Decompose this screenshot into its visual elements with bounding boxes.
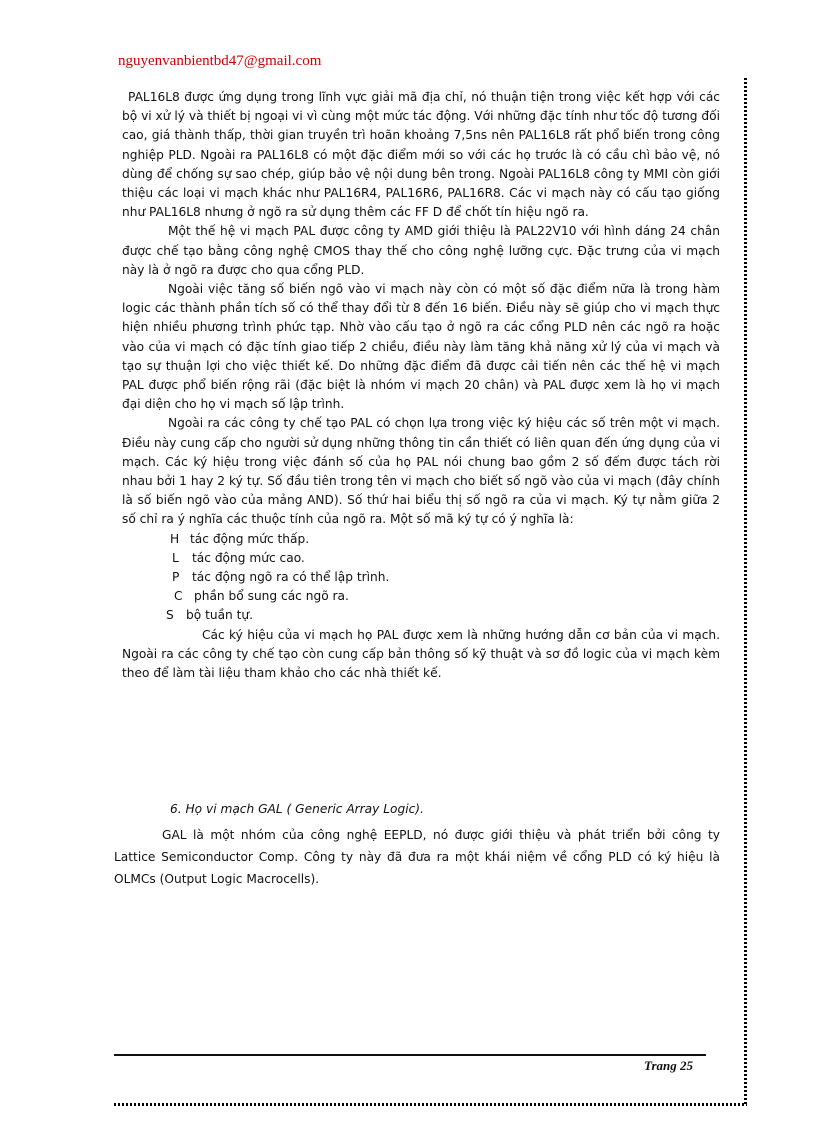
paragraph-pal22v10: Một thế hệ vi mạch PAL được công ty AMD giới thiệu là PAL22V10 với hình dáng 24 chân được chế tạo bằng công nghệ CMOS thay thế cho công nghệ lưỡng cực. Đặc trưng của vi mạch này là ở ngõ ra được cho qua cổng PLD. [122,224,720,277]
paragraph-closing: Các ký hiệu của vi mạch họ PAL được xem là những hướng dẫn cơ bản của vi mạch. Ngoài ra các công ty chế tạo còn cung cấp bản thông số kỹ thuật và sơ đồ logic của vi mạch kèm theo để làm tài liệu tham khảo cho các nhà thiết kế. [122,627,720,681]
author-email: nguyenvanbientbd47@gmail.com [118,53,322,69]
code-desc: phần bổ sung các ngõ ra. [194,589,349,604]
list-item [122,587,720,606]
paragraph-pal16l8: PAL16L8 được ứng dụng trong lĩnh vực giải mã địa chỉ, nó thuận tiện trong việc kết hợp với các bộ vi xử lý và thiết bị ngoại vi vì cùng một mức tác động. Với những đặc tính như tốc độ tương đối cao, giá thành thấp, thời gian truyền trì hoãn khoảng 7,5ns nên PAL16L8 rất phổ biến trong công nghiệp PLD. Ngoài ra PAL16L8 có một đặc điểm mới so với các họ trước là có cầu chì bảo vệ, nó dùng để chống sự sao chép, giúp bảo vệ nội dung bên trong. Ngoài PAL16L8 công ty MMI còn giới thiệu các loại vi mạch khác như PAL16R4, PAL16R6, PAL16R8. Các vi mạch này có cấu tạo giống như PAL16L8 nhưng ở ngõ ra sử dụng thêm các FF D để chốt tín hiệu ngõ ra. [122,90,720,220]
section-body [114,824,720,890]
code-key: S [166,608,174,623]
code-key: C [174,589,183,604]
list-item [122,530,720,549]
code-desc: tác động ngõ ra có thể lập trình. [192,570,390,585]
section-heading: 6. Họ vi mạch GAL ( Generic Array Logic). [170,802,424,816]
list-item [122,568,720,587]
code-key: P [172,570,180,585]
list-item [122,549,720,568]
paragraph-features: Ngoài việc tăng số biến ngõ vào vi mạch này còn có một số đặc điểm nữa là trong hàm logic các thành phần tích số có thể thay đổi từ 8 đến 16 biến. Điều này sẽ giúp cho vi mạch thực hiện nhiều phương trình phức tạp. Nhờ vào cấu tạo ở ngõ ra các cổng PLD nên các ngõ ra hoặc vào của vi mạch có đặc tính giao tiếp 2 chiều, điều này làm tăng khả năng xử lý của vi mạch và tạo sự thuận lợi cho việc thiết kế. Do những đặc điểm đã được cải tiến nên các thế hệ vi mạch PAL được phổ biến rộng rãi (đặc biệt là nhóm vi mạch 20 chân) và PAL được xem là họ vi mạch đại diện cho họ vi mạch số lập trình. [122,282,720,412]
main-text [122,88,720,683]
paragraph-gal: GAL là một nhóm của công nghệ EEPLD, nó được giới thiệu và phát triển bởi công ty Lattice Semiconductor Comp. Công ty này đã đưa ra một khái niệm về cổng PLD có ký hiệu là OLMCs (Output Logic Macrocells). [114,828,720,886]
list-item [122,606,720,625]
page-number: Trang 25 [644,1058,693,1073]
page-border-bottom [114,1103,747,1106]
code-key: L [172,550,179,565]
page-border-right [744,78,747,1104]
code-key: H [170,531,180,546]
code-desc: tác động mức thấp. [190,531,310,546]
footer-rule [114,1054,706,1056]
code-list [122,530,720,626]
paragraph-naming: Ngoài ra các công ty chế tạo PAL có chọn lựa trong việc ký hiệu các số trên một vi mạch. Điều này cung cấp cho người sử dụng những thông tin cần thiết có liên quan đến ứng dụng của vi mạch. Các ký hiệu trong việc đánh số của họ PAL nói chung bao gồm 2 số đếm được tách rời nhau bởi 1 hay 2 ký tự. Số đầu tiên trong tên vi mạch cho biết số ngõ vào của vi mạch (đây chính là số biến ngõ vào của mảng AND). Số thứ hai biểu thị số ngõ ra của vi mạch. Ký tự nằm giữa 2 số chỉ ra ý nghĩa các thuộc tính của ngõ ra. Một số mã ký tự có ý nghĩa là: [122,416,720,527]
code-desc: tác động mức cao. [192,550,305,565]
code-desc: bộ tuần tự. [186,608,254,623]
